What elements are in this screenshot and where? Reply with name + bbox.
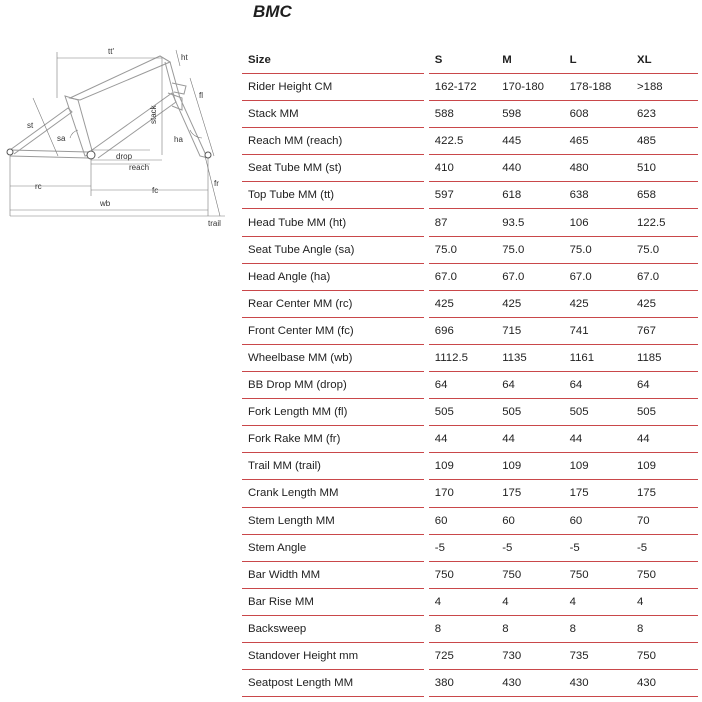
- table-row: [242, 588, 698, 615]
- cell-value-l: 4: [564, 588, 631, 615]
- cell-value-m: 598: [496, 101, 563, 128]
- row-label: Bar Width MM: [242, 561, 424, 588]
- cell-value-xl: 767: [631, 317, 698, 344]
- cell-value-l: 480: [564, 155, 631, 182]
- cell-value-m: 75.0: [496, 236, 563, 263]
- cell-value-s: 60: [429, 507, 496, 534]
- cell-value-m: 60: [496, 507, 563, 534]
- cell-value-xl: 4: [631, 588, 698, 615]
- cell-value-xl: 505: [631, 399, 698, 426]
- table-row: [242, 344, 698, 371]
- header-size-s: S: [429, 47, 496, 74]
- table-row: [242, 290, 698, 317]
- cell-value-xl: 623: [631, 101, 698, 128]
- cell-value-s: 505: [429, 399, 496, 426]
- cell-value-l: 178-188: [564, 74, 631, 101]
- cell-value-s: 425: [429, 290, 496, 317]
- cell-value-s: 410: [429, 155, 496, 182]
- label-fr: fr: [214, 179, 219, 188]
- table-header-row: [242, 47, 698, 74]
- cell-value-xl: 8: [631, 615, 698, 642]
- label-reach: reach: [129, 163, 150, 172]
- row-label: Rear Center MM (rc): [242, 290, 424, 317]
- table-row: [242, 399, 698, 426]
- cell-value-s: 44: [429, 426, 496, 453]
- label-tt: tt': [108, 47, 114, 56]
- cell-value-s: 87: [429, 209, 496, 236]
- table-row: [242, 128, 698, 155]
- header-size-xl: XL: [631, 47, 698, 74]
- cell-value-m: 430: [496, 670, 563, 697]
- cell-value-m: 170-180: [496, 74, 563, 101]
- cell-value-l: 735: [564, 642, 631, 669]
- label-ht: ht: [181, 53, 188, 62]
- cell-value-s: 75.0: [429, 236, 496, 263]
- cell-value-xl: 67.0: [631, 263, 698, 290]
- cell-value-s: 4: [429, 588, 496, 615]
- cell-value-l: 638: [564, 182, 631, 209]
- label-drop: drop: [116, 152, 133, 161]
- row-label: BB Drop MM (drop): [242, 372, 424, 399]
- cell-value-m: 1135: [496, 344, 563, 371]
- row-label: Fork Rake MM (fr): [242, 426, 424, 453]
- label-sa: sa: [57, 134, 66, 143]
- cell-value-s: 750: [429, 561, 496, 588]
- cell-value-xl: 658: [631, 182, 698, 209]
- cell-value-m: 175: [496, 480, 563, 507]
- cell-value-l: 75.0: [564, 236, 631, 263]
- cell-value-m: 425: [496, 290, 563, 317]
- header-size-l: L: [564, 47, 631, 74]
- cell-value-l: 741: [564, 317, 631, 344]
- label-fc: fc: [152, 186, 159, 195]
- cell-value-xl: 175: [631, 480, 698, 507]
- row-label: Head Tube MM (ht): [242, 209, 424, 236]
- row-label: Front Center MM (fc): [242, 317, 424, 344]
- table-row: [242, 372, 698, 399]
- table-row: [242, 182, 698, 209]
- row-label: Standover Height mm: [242, 642, 424, 669]
- cell-value-s: 597: [429, 182, 496, 209]
- table-row: [242, 426, 698, 453]
- cell-value-xl: 750: [631, 642, 698, 669]
- cell-value-m: 64: [496, 372, 563, 399]
- row-label: Bar Rise MM: [242, 588, 424, 615]
- cell-value-l: 608: [564, 101, 631, 128]
- cell-value-m: 67.0: [496, 263, 563, 290]
- cell-value-s: 8: [429, 615, 496, 642]
- table-row: [242, 670, 698, 697]
- table-row: [242, 74, 698, 101]
- cell-value-m: 445: [496, 128, 563, 155]
- row-label: Trail MM (trail): [242, 453, 424, 480]
- label-st: st: [27, 121, 34, 130]
- cell-value-m: 109: [496, 453, 563, 480]
- cell-value-l: -5: [564, 534, 631, 561]
- cell-value-xl: 109: [631, 453, 698, 480]
- brand-logo: BMC: [253, 2, 292, 21]
- row-label: Wheelbase MM (wb): [242, 344, 424, 371]
- cell-value-xl: 750: [631, 561, 698, 588]
- table-row: [242, 263, 698, 290]
- table-row: [242, 101, 698, 128]
- cell-value-l: 64: [564, 372, 631, 399]
- geometry-table: [242, 47, 698, 697]
- bike-geometry-diagram: [0, 38, 235, 233]
- table-row: [242, 561, 698, 588]
- row-label: Rider Height CM: [242, 74, 424, 101]
- row-label: Top Tube MM (tt): [242, 182, 424, 209]
- cell-value-m: 440: [496, 155, 563, 182]
- cell-value-l: 175: [564, 480, 631, 507]
- cell-value-m: 750: [496, 561, 563, 588]
- cell-value-m: 715: [496, 317, 563, 344]
- row-label: Backsweep: [242, 615, 424, 642]
- label-stack: stack: [149, 105, 158, 124]
- cell-value-l: 750: [564, 561, 631, 588]
- table-row: [242, 480, 698, 507]
- label-rc: rc: [35, 182, 42, 191]
- cell-value-l: 505: [564, 399, 631, 426]
- row-label: Fork Length MM (fl): [242, 399, 424, 426]
- cell-value-s: 162-172: [429, 74, 496, 101]
- label-ha: ha: [174, 135, 183, 144]
- cell-value-xl: 64: [631, 372, 698, 399]
- cell-value-s: 588: [429, 101, 496, 128]
- cell-value-xl: >188: [631, 74, 698, 101]
- table-row: [242, 236, 698, 263]
- cell-value-xl: 425: [631, 290, 698, 317]
- row-label: Seat Tube MM (st): [242, 155, 424, 182]
- cell-value-l: 106: [564, 209, 631, 236]
- row-label: Seatpost Length MM: [242, 670, 424, 697]
- cell-value-s: 725: [429, 642, 496, 669]
- cell-value-s: 109: [429, 453, 496, 480]
- cell-value-m: 4: [496, 588, 563, 615]
- table-row: [242, 615, 698, 642]
- cell-value-l: 430: [564, 670, 631, 697]
- cell-value-xl: 485: [631, 128, 698, 155]
- cell-value-s: 696: [429, 317, 496, 344]
- header-size-label: Size: [242, 47, 424, 74]
- cell-value-xl: -5: [631, 534, 698, 561]
- table-row: [242, 642, 698, 669]
- cell-value-l: 60: [564, 507, 631, 534]
- label-fl: fl: [199, 91, 203, 100]
- cell-value-l: 109: [564, 453, 631, 480]
- cell-value-xl: 70: [631, 507, 698, 534]
- cell-value-m: -5: [496, 534, 563, 561]
- header-size-m: M: [496, 47, 563, 74]
- row-label: Stack MM: [242, 101, 424, 128]
- row-label: Stem Length MM: [242, 507, 424, 534]
- table-row: [242, 453, 698, 480]
- cell-value-xl: 75.0: [631, 236, 698, 263]
- cell-value-m: 730: [496, 642, 563, 669]
- cell-value-m: 505: [496, 399, 563, 426]
- cell-value-m: 8: [496, 615, 563, 642]
- row-label: Head Angle (ha): [242, 263, 424, 290]
- cell-value-s: 170: [429, 480, 496, 507]
- cell-value-xl: 44: [631, 426, 698, 453]
- cell-value-s: 1112.5: [429, 344, 496, 371]
- table-row: [242, 317, 698, 344]
- cell-value-l: 67.0: [564, 263, 631, 290]
- cell-value-s: 64: [429, 372, 496, 399]
- cell-value-m: 618: [496, 182, 563, 209]
- label-wb: wb: [100, 199, 111, 208]
- cell-value-s: -5: [429, 534, 496, 561]
- cell-value-xl: 510: [631, 155, 698, 182]
- row-label: Seat Tube Angle (sa): [242, 236, 424, 263]
- table-row: [242, 155, 698, 182]
- cell-value-l: 425: [564, 290, 631, 317]
- cell-value-l: 465: [564, 128, 631, 155]
- row-label: Stem Angle: [242, 534, 424, 561]
- cell-value-s: 422.5: [429, 128, 496, 155]
- row-label: Reach MM (reach): [242, 128, 424, 155]
- cell-value-xl: 122.5: [631, 209, 698, 236]
- cell-value-xl: 1185: [631, 344, 698, 371]
- table-row: [242, 209, 698, 236]
- cell-value-s: 380: [429, 670, 496, 697]
- table-row: [242, 507, 698, 534]
- cell-value-m: 93.5: [496, 209, 563, 236]
- cell-value-xl: 430: [631, 670, 698, 697]
- cell-value-l: 8: [564, 615, 631, 642]
- cell-value-l: 44: [564, 426, 631, 453]
- row-label: Crank Length MM: [242, 480, 424, 507]
- cell-value-s: 67.0: [429, 263, 496, 290]
- cell-value-l: 1161: [564, 344, 631, 371]
- table-row: [242, 534, 698, 561]
- label-trail: trail: [208, 219, 221, 228]
- cell-value-m: 44: [496, 426, 563, 453]
